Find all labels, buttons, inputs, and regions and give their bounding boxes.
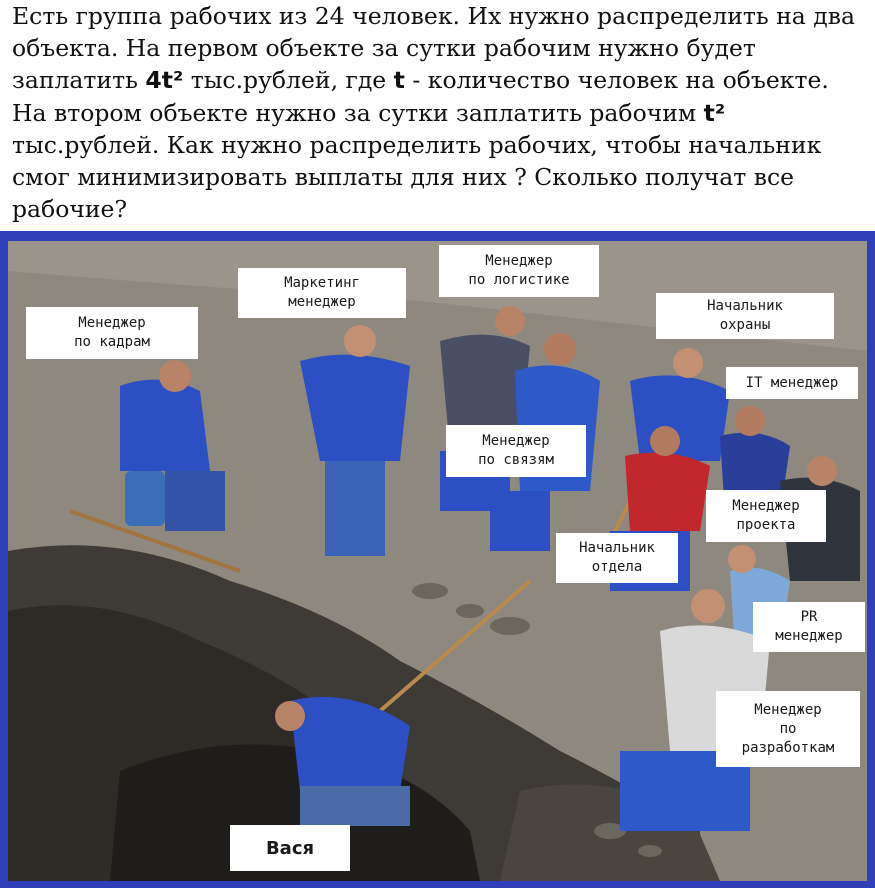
label-pr-manager: PR менеджер <box>753 602 865 652</box>
problem-text: Есть группа рабочих из 24 человек. Их нужно распределить на два объекта. На первом объекте за сутки рабочим нужно будет заплатить 4t² тыс.рублей, где t - количество человек на объекте. На втором объекте нужно за сутки заплатить рабочим t² тыс.рублей. Как нужно распределить рабочих, чтобы начальник смог минимизировать выплаты для них ? Сколько получат все рабочие? <box>12 2 855 224</box>
label-security-chief: Начальник охраны <box>656 293 834 339</box>
label-communications-manager: Менеджер по связям <box>446 425 586 477</box>
label-project-manager: Менеджер проекта <box>706 490 826 542</box>
expr-4t-squared: 4t² <box>145 66 184 95</box>
label-department-chief: Начальник отдела <box>556 533 678 583</box>
expr-t-squared: t² <box>703 98 726 127</box>
label-marketing-manager: Маркетинг менеджер <box>238 268 406 318</box>
label-development-manager: Менеджер по разработкам <box>716 691 860 767</box>
label-hr-manager: Менеджер по кадрам <box>26 307 198 359</box>
label-vasya: Вася <box>230 825 350 871</box>
workers-photo <box>0 231 875 888</box>
label-it-manager: IT менеджер <box>726 367 858 399</box>
label-logistics-manager: Менеджер по логистике <box>439 245 599 297</box>
variable-t: t <box>393 66 405 95</box>
